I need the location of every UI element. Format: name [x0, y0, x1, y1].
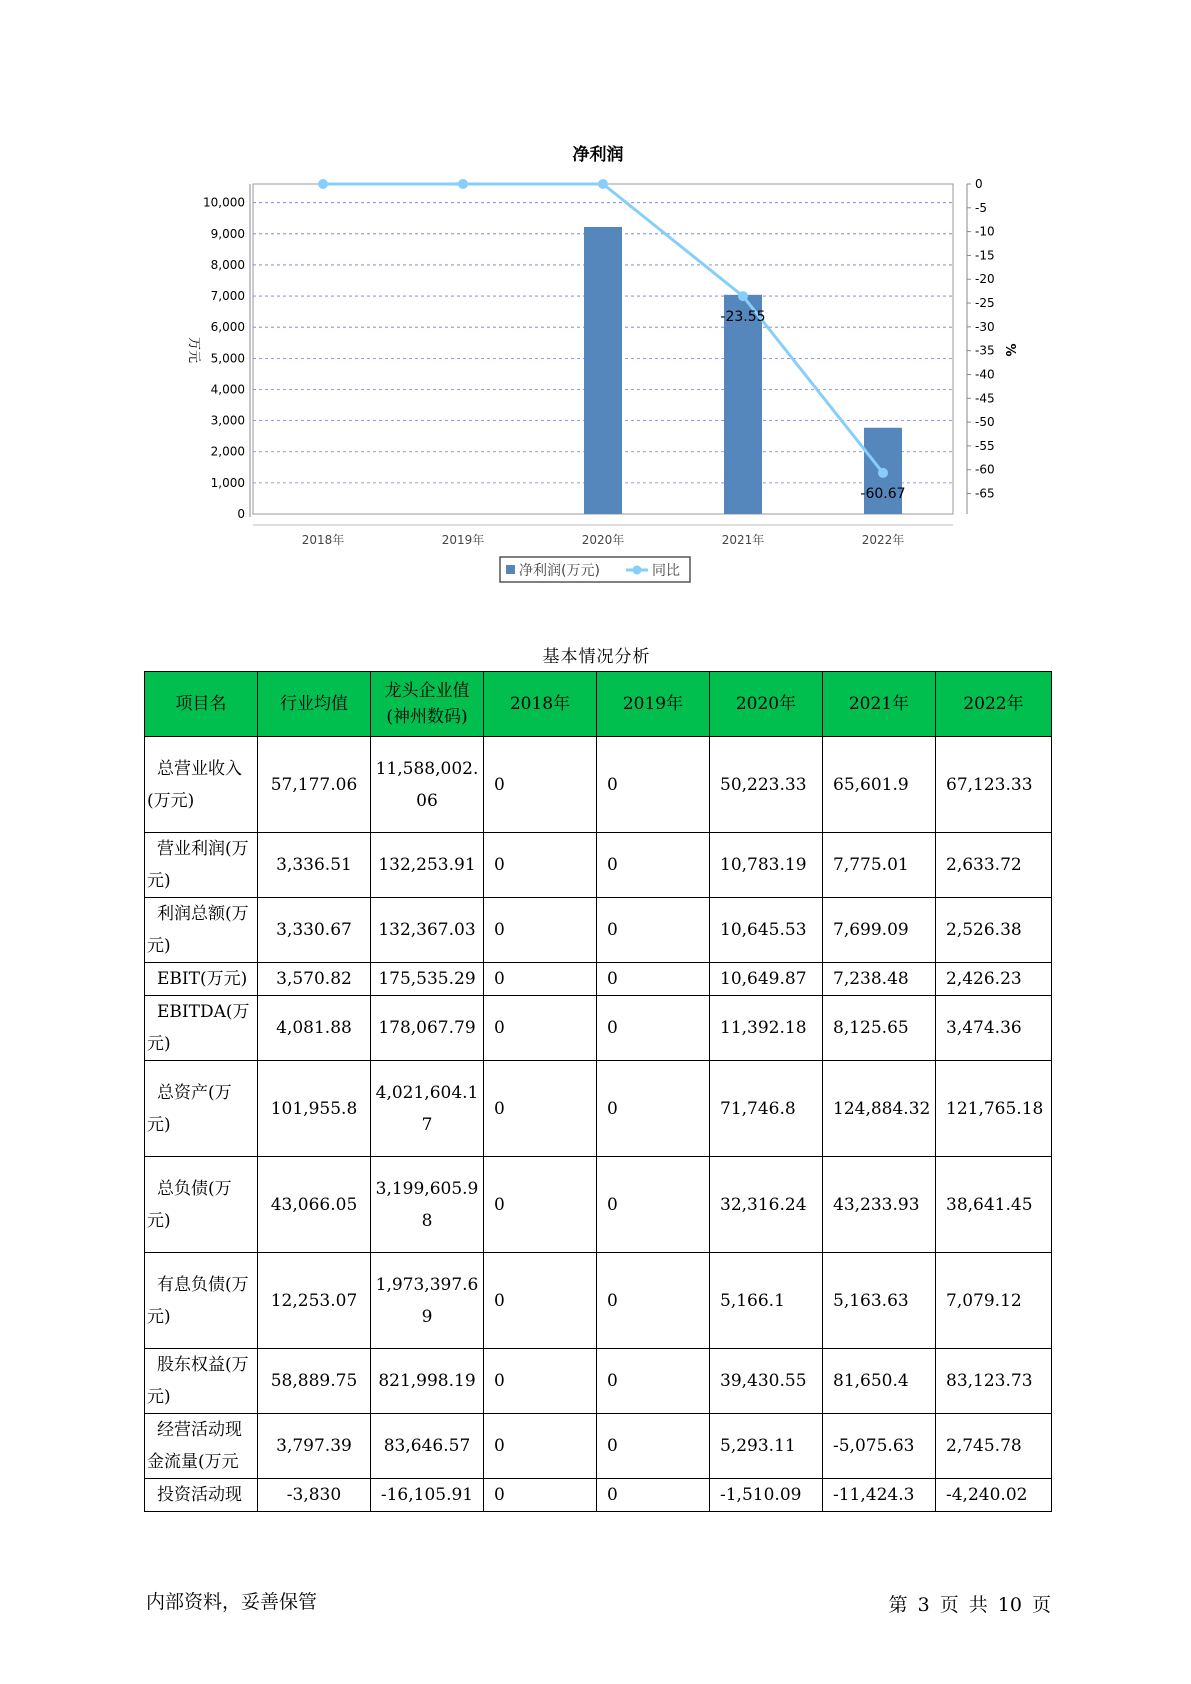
cell-year-value: -1,510.09: [710, 1479, 823, 1512]
cell-industry-avg: 3,330.67: [258, 898, 371, 963]
table-row: [145, 1157, 1052, 1253]
cell-leader-value: -16,105.91: [371, 1479, 484, 1512]
yoy-point: [738, 291, 748, 301]
basic-analysis-table: [144, 671, 1052, 1512]
y-tick-label-right: -55: [975, 438, 995, 453]
footer-confidential-note: 内部资料，妥善保管: [146, 1591, 318, 1613]
x-tick-label: 2021年: [721, 533, 765, 547]
cell-year-value: 81,650.4: [823, 1349, 936, 1414]
cell-year-value: 0: [484, 737, 597, 833]
row-item-name: 经营活动现金流量(万元: [145, 1414, 258, 1479]
table-row: [145, 1061, 1052, 1157]
cell-year-value: 7,238.48: [823, 963, 936, 996]
row-item-name: 总负债(万元): [145, 1157, 258, 1253]
cell-leader-value: 3,199,605.98: [371, 1157, 484, 1253]
cell-year-value: 0: [484, 833, 597, 898]
cell-year-value: 11,392.18: [710, 996, 823, 1061]
y-tick-label-right: 0: [975, 177, 983, 191]
header-2021: 2021年: [823, 672, 936, 737]
y-tick-label: 8,000: [210, 257, 245, 272]
y-tick-label-right: -35: [975, 343, 995, 358]
chart-legend: [500, 557, 690, 582]
cell-year-value: 0: [484, 963, 597, 996]
y-tick-label-right: -30: [975, 319, 995, 334]
cell-year-value: 7,775.01: [823, 833, 936, 898]
table-header-row: [145, 672, 1052, 737]
y-tick-label: 7,000: [210, 289, 245, 304]
cell-year-value: 0: [597, 963, 710, 996]
x-tick-label: 2019年: [441, 533, 485, 547]
cell-year-value: 0: [484, 1349, 597, 1414]
cell-year-value: 0: [597, 1253, 710, 1349]
table-row: [145, 1253, 1052, 1349]
table-row: [145, 1414, 1052, 1479]
y-tick-label: 3,000: [210, 413, 245, 428]
cell-year-value: 32,316.24: [710, 1157, 823, 1253]
cell-leader-value: 83,646.57: [371, 1414, 484, 1479]
y-tick-label-right: -15: [975, 248, 995, 263]
data-label: -23.55: [720, 309, 766, 326]
x-tick-label: 2018年: [301, 533, 345, 547]
x-tick-label: 2020年: [581, 533, 625, 547]
cell-leader-value: 821,998.19: [371, 1349, 484, 1414]
cell-year-value: 5,166.1: [710, 1253, 823, 1349]
y-tick-label-right: -25: [975, 296, 995, 311]
cell-year-value: 0: [597, 737, 710, 833]
cell-industry-avg: 58,889.75: [258, 1349, 371, 1414]
table-row: [145, 1479, 1052, 1512]
bar: [584, 227, 622, 514]
header-2018: 2018年: [484, 672, 597, 737]
header-industry-avg: 行业均值: [258, 672, 371, 737]
cell-year-value: 0: [484, 1061, 597, 1157]
table-row: [145, 737, 1052, 833]
cell-year-value: 10,649.87: [710, 963, 823, 996]
cell-year-value: 0: [597, 1414, 710, 1479]
table-row: [145, 833, 1052, 898]
y-tick-label: 1,000: [210, 475, 245, 490]
yoy-point: [878, 468, 888, 478]
cell-year-value: 0: [597, 898, 710, 963]
legend-swatch-bar: [506, 565, 515, 574]
cell-year-value: 43,233.93: [823, 1157, 936, 1253]
cell-industry-avg: 4,081.88: [258, 996, 371, 1061]
cell-leader-value: 175,535.29: [371, 963, 484, 996]
cell-industry-avg: 57,177.06: [258, 737, 371, 833]
y-tick-label: 10,000: [203, 195, 245, 210]
row-item-name: 股东权益(万元): [145, 1349, 258, 1414]
cell-year-value: 2,526.38: [936, 898, 1052, 963]
row-item-name: EBITDA(万元): [145, 996, 258, 1061]
cell-industry-avg: 3,570.82: [258, 963, 371, 996]
row-item-name: 总营业收入(万元): [145, 737, 258, 833]
bar: [724, 295, 762, 514]
header-2022: 2022年: [936, 672, 1052, 737]
cell-year-value: 0: [597, 1061, 710, 1157]
header-leader-value: 龙头企业值(神州数码): [371, 672, 484, 737]
header-2019: 2019年: [597, 672, 710, 737]
y-axis-label-left: 万元: [186, 336, 201, 364]
cell-year-value: 0: [484, 898, 597, 963]
cell-year-value: 0: [597, 1349, 710, 1414]
y-tick-label-right: -65: [975, 486, 995, 501]
cell-year-value: 2,633.72: [936, 833, 1052, 898]
cell-year-value: 8,125.65: [823, 996, 936, 1061]
y-axis-label-right: %: [1002, 343, 1017, 357]
cell-leader-value: 178,067.79: [371, 996, 484, 1061]
cell-industry-avg: 101,955.8: [258, 1061, 371, 1157]
cell-industry-avg: -3,830: [258, 1479, 371, 1512]
cell-year-value: 10,783.19: [710, 833, 823, 898]
cell-year-value: 50,223.33: [710, 737, 823, 833]
chart-title: 净利润: [572, 145, 624, 165]
cell-year-value: 71,746.8: [710, 1061, 823, 1157]
y-tick-label: 6,000: [210, 320, 245, 335]
y-tick-label: 5,000: [210, 351, 245, 366]
y-tick-label-right: -50: [975, 415, 995, 430]
cell-year-value: 0: [597, 833, 710, 898]
cell-year-value: 67,123.33: [936, 737, 1052, 833]
row-item-name: 营业利润(万元): [145, 833, 258, 898]
row-item-name: 有息负债(万元): [145, 1253, 258, 1349]
net-profit-chart: [0, 0, 1191, 600]
header-item-name: 项目名: [145, 672, 258, 737]
cell-year-value: -4,240.02: [936, 1479, 1052, 1512]
cell-industry-avg: 3,797.39: [258, 1414, 371, 1479]
table-row: [145, 898, 1052, 963]
y-tick-label: 9,000: [210, 226, 245, 241]
cell-year-value: 0: [597, 1479, 710, 1512]
cell-year-value: 3,474.36: [936, 996, 1052, 1061]
table-row: [145, 1349, 1052, 1414]
y-tick-label-right: -60: [975, 462, 995, 477]
yoy-point: [458, 179, 468, 189]
cell-year-value: 0: [597, 996, 710, 1061]
cell-year-value: 7,699.09: [823, 898, 936, 963]
row-item-name: 利润总额(万元): [145, 898, 258, 963]
cell-year-value: 0: [484, 1414, 597, 1479]
cell-year-value: 10,645.53: [710, 898, 823, 963]
y-tick-label-right: -10: [975, 224, 995, 239]
bar-series: [584, 227, 902, 514]
cell-year-value: 0: [484, 1253, 597, 1349]
cell-year-value: 65,601.9: [823, 737, 936, 833]
row-item-name: 投资活动现: [145, 1479, 258, 1512]
table-row: [145, 996, 1052, 1061]
y-tick-label-right: -5: [975, 200, 987, 215]
cell-industry-avg: 43,066.05: [258, 1157, 371, 1253]
x-axis: [253, 525, 953, 547]
cell-year-value: 0: [597, 1157, 710, 1253]
x-tick-label: 2022年: [861, 533, 905, 547]
footer-page-number: 第 3 页 共 10 页: [888, 1594, 1051, 1616]
y-tick-label: 4,000: [210, 382, 245, 397]
cell-year-value: 83,123.73: [936, 1349, 1052, 1414]
cell-year-value: 5,163.63: [823, 1253, 936, 1349]
cell-year-value: 2,426.23: [936, 963, 1052, 996]
cell-year-value: 0: [484, 1157, 597, 1253]
cell-year-value: 2,745.78: [936, 1414, 1052, 1479]
table-caption: 基本情况分析: [542, 647, 651, 667]
legend-label-line: 同比: [652, 563, 680, 579]
cell-year-value: 5,293.11: [710, 1414, 823, 1479]
cell-year-value: -11,424.3: [823, 1479, 936, 1512]
cell-year-value: 124,884.32: [823, 1061, 936, 1157]
cell-year-value: 0: [484, 1479, 597, 1512]
y-axis-left: [203, 184, 250, 521]
cell-leader-value: 1,973,397.69: [371, 1253, 484, 1349]
cell-industry-avg: 12,253.07: [258, 1253, 371, 1349]
cell-leader-value: 132,253.91: [371, 833, 484, 898]
legend-label-bar: 净利润(万元): [519, 563, 600, 579]
cell-industry-avg: 3,336.51: [258, 833, 371, 898]
cell-leader-value: 4,021,604.17: [371, 1061, 484, 1157]
legend-swatch-point: [633, 566, 642, 575]
y-axis-right: [967, 177, 995, 514]
cell-leader-value: 11,588,002.06: [371, 737, 484, 833]
cell-year-value: 39,430.55: [710, 1349, 823, 1414]
y-tick-label-right: -40: [975, 367, 995, 382]
row-item-name: 总资产(万元): [145, 1061, 258, 1157]
cell-year-value: 121,765.18: [936, 1061, 1052, 1157]
y-tick-label-right: -45: [975, 391, 995, 406]
header-2020: 2020年: [710, 672, 823, 737]
yoy-point: [318, 179, 328, 189]
data-label: -60.67: [860, 485, 906, 502]
y-tick-label: 0: [237, 507, 245, 521]
y-tick-label-right: -20: [975, 272, 995, 287]
cell-year-value: 38,641.45: [936, 1157, 1052, 1253]
table-row: [145, 963, 1052, 996]
cell-year-value: 0: [484, 996, 597, 1061]
yoy-point: [598, 179, 608, 189]
cell-leader-value: 132,367.03: [371, 898, 484, 963]
row-item-name: EBIT(万元): [145, 963, 258, 996]
cell-year-value: -5,075.63: [823, 1414, 936, 1479]
cell-year-value: 7,079.12: [936, 1253, 1052, 1349]
y-tick-label: 2,000: [210, 444, 245, 459]
